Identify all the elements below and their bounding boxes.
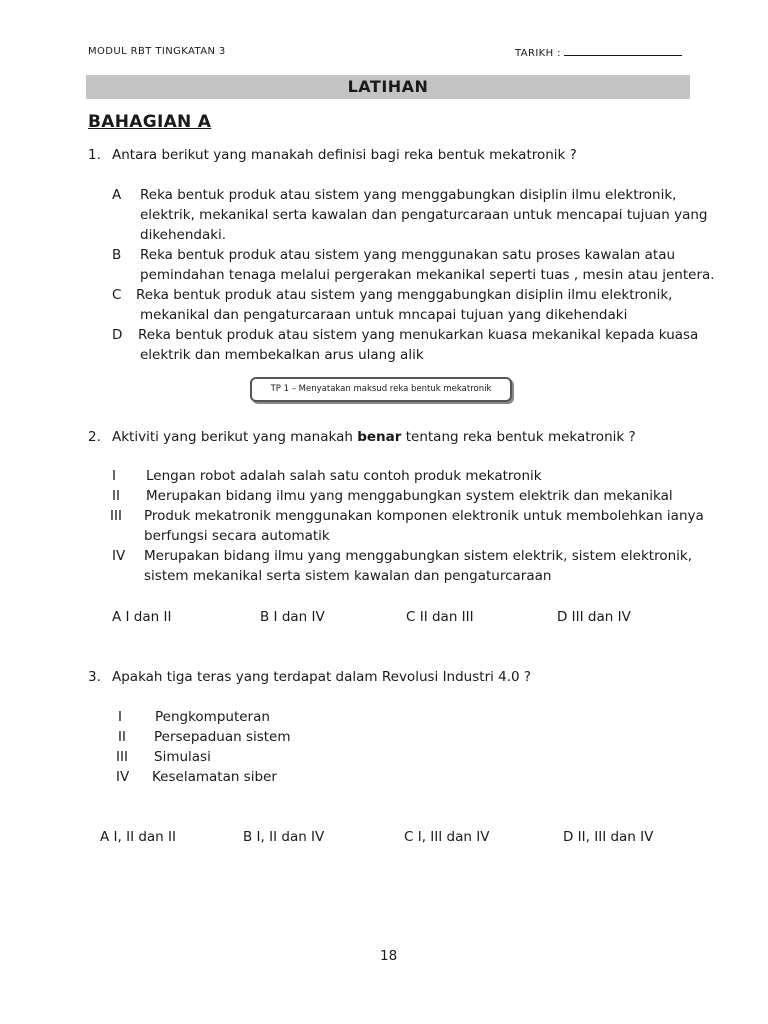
date-blank-line [564,46,682,56]
q3-roman: I [118,709,122,725]
tp-objective-box: TP 1 – Menyatakan maksud reka bentuk mekatronik [250,377,512,402]
q1-option-b-line: Reka bentuk produk atau sistem yang menggunakan satu proses kawalan atau [140,247,676,263]
q1-option-letter: A [112,187,122,203]
page-title: LATIHAN [86,75,690,99]
q3-item-text: Persepaduan sistem [154,729,291,745]
q1-option-letter: B [112,247,122,263]
q2-answer-c: C II dan III [406,609,474,625]
q1-number: 1. [88,147,101,163]
q1-option-a-line: dikehendaki. [140,227,227,243]
q2-statement-line: sistem mekanikal serta sistem kawalan dan pengaturcaraan [144,568,552,584]
q2-number: 2. [88,429,101,445]
q2-answer-a: A I dan II [112,609,172,625]
q2-text-bold: benar [357,429,402,445]
date-label: TARIKH : [515,48,561,59]
q1-option-a-line: Reka bentuk produk atau sistem yang menggabungkan disiplin ilmu elektronik, [140,187,677,203]
q2-answer-b: B I dan IV [260,609,325,625]
q2-roman: III [110,508,122,524]
q2-text-after: tentang reka bentuk mekatronik ? [405,429,636,445]
q1-option-c-line: mekanikal dan pengaturcaraan untuk mncapai tujuan yang dikehendaki [140,307,628,323]
q2-roman: II [112,488,120,504]
date-field [515,46,682,59]
q3-roman: III [116,749,128,765]
q3-answer-b: B I, II dan IV [243,829,325,845]
q2-answer-d: D III dan IV [557,609,631,625]
q2-statement-line: Merupakan bidang ilmu yang menggabungkan system elektrik dan mekanikal [146,488,673,504]
q1-option-a-line: elektrik, mekanikal serta kawalan dan pengaturcaraan untuk mencapai tujuan yang [140,207,708,223]
q1-option-d-line: Reka bentuk produk atau sistem yang menukarkan kuasa mekanikal kepada kuasa [138,327,699,343]
q2-statement-line: Lengan robot adalah salah satu contoh produk mekatronik [146,468,542,484]
q3-answer-a: A I, II dan II [100,829,176,845]
q3-item-text: Keselamatan siber [152,769,277,785]
q2-text-before: Aktiviti yang berikut yang manakah [112,429,353,445]
q2-statement-line: berfungsi secara automatik [144,528,330,544]
q1-option-letter: C [112,287,122,303]
q3-item-text: Simulasi [154,749,211,765]
q1-option-c-line: Reka bentuk produk atau sistem yang menggabungkan disiplin ilmu elektronik, [136,287,673,303]
section-heading: BAHAGIAN A [88,112,212,132]
q2-statement-line: Merupakan bidang ilmu yang menggabungkan sistem elektrik, sistem elektronik, [144,548,693,564]
q3-text: Apakah tiga teras yang terdapat dalam Revolusi Industri 4.0 ? [112,669,532,685]
page-number: 18 [380,948,398,964]
q2-roman: IV [112,548,126,564]
q3-answer-d: D II, III dan IV [563,829,654,845]
q2-text [112,427,636,447]
q1-option-b-line: pemindahan tenaga melalui pergerakan mekanikal seperti tuas , mesin atau jentera. [140,267,715,283]
q3-item-text: Pengkomputeran [155,709,270,725]
q3-roman: IV [116,769,130,785]
q2-statement-line: Produk mekatronik menggunakan komponen elektronik untuk membolehkan ianya [144,508,704,524]
q1-option-letter: D [112,327,123,343]
q1-text: Antara berikut yang manakah definisi bagi reka bentuk mekatronik ? [112,147,577,163]
q3-roman: II [118,729,126,745]
q2-roman: I [112,468,116,484]
q3-answer-c: C I, III dan IV [404,829,490,845]
q1-option-d-line: elektrik dan membekalkan arus ulang alik [140,347,424,363]
q3-number: 3. [88,669,101,685]
module-header: MODUL RBT TINGKATAN 3 [88,46,226,57]
